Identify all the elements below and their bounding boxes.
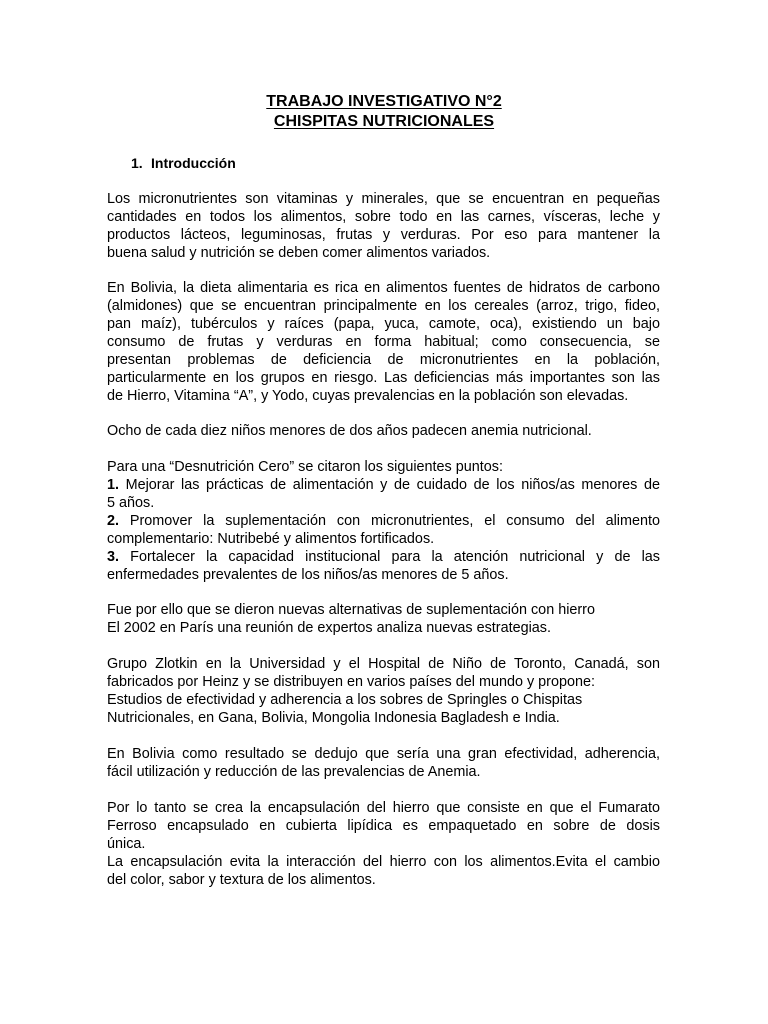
paragraph-5 <box>107 601 660 637</box>
list-item-3 <box>107 548 660 566</box>
paragraph-line: buena salud y nutrición se deben comer alimentos variados. <box>107 245 491 261</box>
list-item-number: 3. <box>107 549 120 565</box>
paragraph-line: fabricados por Heinz y se distribuyen en varios países del mundo y propone: <box>107 674 595 690</box>
paragraph-line: En Bolivia, la dieta alimentaria es rica en alimentos fuentes de hidratos de carbono <box>107 280 660 296</box>
list-item-text: Mejorar las prácticas de alimentación y de cuidado de los niños/as menores de <box>119 477 660 493</box>
paragraph-4-list <box>107 458 660 584</box>
list-item-2 <box>107 512 660 530</box>
paragraph-1 <box>107 190 660 262</box>
list-item-text: Fortalecer la capacidad institucional para la atención nutricional y de las <box>119 549 660 565</box>
paragraph-line: Estudios de efectividad y adherencia a los sobres de Springles o Chispitas <box>107 692 583 708</box>
paragraph-6 <box>107 655 660 727</box>
paragraph-line: consumo de frutas y verduras en forma habitual; como consecuencia, se <box>107 334 660 350</box>
paragraph-3 <box>107 422 660 440</box>
paragraph-line: pan maíz), tubérculos y raíces (papa, yuca, camote, oca), existiendo un bajo <box>107 316 660 332</box>
section-title: Introducción <box>151 155 236 171</box>
paragraph-line: Por lo tanto se crea la encapsulación del hierro que consiste en que el Fumarato <box>107 800 660 816</box>
list-item-number: 1. <box>107 477 120 493</box>
list-item-number: 2. <box>107 513 120 529</box>
paragraph-line: (almidones) que se encuentran principalmente en los cereales (arroz, trigo, fideo, <box>107 298 660 314</box>
paragraph-line: de Hierro, Vitamina “A”, y Yodo, cuyas prevalencias en la población son elevadas. <box>107 388 629 404</box>
paragraph-line: Nutricionales, en Gana, Bolivia, Mongolia Indonesia Bagladesh e India. <box>107 710 560 726</box>
paragraph-2 <box>107 279 660 405</box>
section-heading <box>131 154 236 172</box>
paragraph-line: Grupo Zlotkin en la Universidad y el Hospital de Niño de Toronto, Canadá, son <box>107 656 660 672</box>
paragraph-line: Fue por ello que se dieron nuevas alternativas de suplementación con hierro <box>107 602 595 618</box>
paragraph-7 <box>107 745 660 781</box>
paragraph-line: particularmente en los grupos en riesgo. Las deficiencias más importantes son las <box>107 370 660 386</box>
title-line-1: TRABAJO INVESTIGATIVO N°2 <box>266 93 502 110</box>
paragraph-line: enfermedades prevalentes de los niños/as menores de 5 años. <box>107 567 509 583</box>
title-line-2: CHISPITAS NUTRICIONALES <box>273 113 495 130</box>
paragraph-line: Los micronutrientes son vitaminas y minerales, que se encuentran en pequeñas <box>107 191 660 207</box>
list-item-1 <box>107 476 660 494</box>
section-number: 1. <box>131 155 143 171</box>
paragraph-line: productos lácteos, leguminosas, frutas y verduras. Por eso para mantener la <box>107 227 660 243</box>
document-title <box>0 92 768 132</box>
paragraph-line: Ocho de cada diez niños menores de dos años padecen anemia nutricional. <box>107 423 592 439</box>
paragraph-8 <box>107 799 660 889</box>
paragraph-line: del color, sabor y textura de los alimentos. <box>107 872 376 888</box>
list-item-text: Promover la suplementación con micronutrientes, el consumo del alimento <box>119 513 660 529</box>
paragraph-line: presentan problemas de deficiencia de micronutrientes en la población, <box>107 352 660 368</box>
paragraph-line: El 2002 en París una reunión de expertos analiza nuevas estrategias. <box>107 620 552 636</box>
paragraph-line: Ferroso encapsulado en cubierta lipídica es empaquetado en sobre de dosis <box>107 818 660 834</box>
list-intro: Para una “Desnutrición Cero” se citaron los siguientes puntos: <box>107 459 503 475</box>
paragraph-line: complementario: Nutribebé y alimentos fortificados. <box>107 531 435 547</box>
paragraph-line: cantidades en todos los alimentos, sobre todo en las carnes, vísceras, leche y <box>107 209 660 225</box>
paragraph-line: La encapsulación evita la interacción del hierro con los alimentos.Evita el cambio <box>107 854 660 870</box>
paragraph-line: En Bolivia como resultado se dedujo que sería una gran efectividad, adherencia, <box>107 746 660 762</box>
paragraph-line: fácil utilización y reducción de las prevalencias de Anemia. <box>107 764 481 780</box>
paragraph-line: 5 años. <box>107 495 155 511</box>
paragraph-line: única. <box>107 836 146 852</box>
